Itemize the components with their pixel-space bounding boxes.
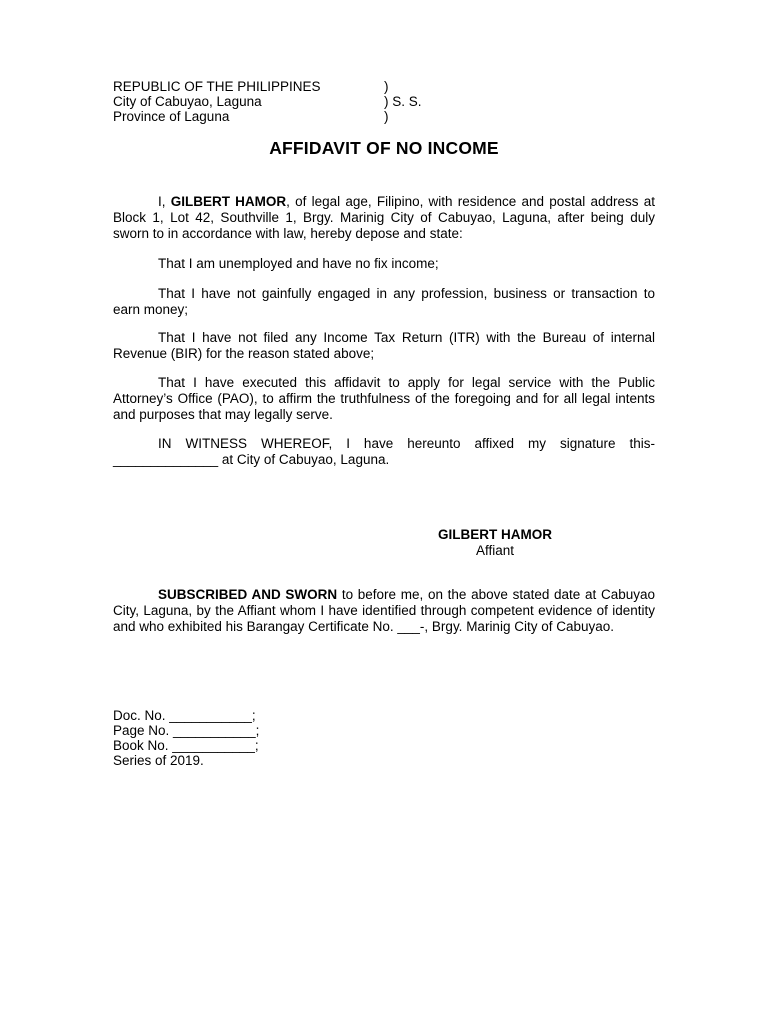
intro-prefix: I, [158,194,171,209]
venue-country: REPUBLIC OF THE PHILIPPINES [113,79,321,94]
signature-role: Affiant [475,543,515,558]
book-number: Book No. ___________; [113,738,259,753]
intro-paragraph [113,194,655,242]
venue-bracket: ) [384,79,389,94]
jurat-lead: SUBSCRIBED AND SWORN [158,587,338,602]
series-year: Series of 2019. [113,753,204,768]
statement-paragraph: That I am unemployed and have no fix income; [158,256,439,271]
affiant-name: GILBERT HAMOR [170,194,287,209]
venue-row [113,94,422,109]
witness-paragraph [113,436,655,468]
signature-name: GILBERT HAMOR [438,527,552,542]
venue-province: Province of Laguna [113,109,230,124]
document-title: AFFIDAVIT OF NO INCOME [269,138,499,158]
venue-caption [113,79,422,124]
statement-paragraph [113,330,655,362]
jurat-paragraph [113,587,655,635]
statement-paragraph [113,375,655,423]
venue-ss: ) S. S. [384,94,422,109]
notarial-register [113,708,259,768]
doc-number: Doc. No. ___________; [113,708,256,723]
intro-text: , of legal age, Filipino, with residence and postal address at Block 1, Lot 42, Southville 1, Brgy. Marinig City of Cabuyao, Laguna, after being duly sworn to in accordance with law, hereby depose and state: [113,194,655,241]
statement-text: That I have not gainfully engaged in any profession, business or transaction to earn money; [113,286,655,317]
venue-city: City of Cabuyao, Laguna [113,94,262,109]
venue-row [113,109,389,124]
venue-bracket: ) [384,109,389,124]
signature-block [390,527,600,559]
jurat-text: to before me, on the above stated date at Cabuyao City, Laguna, by the Affiant whom I have identified through competent evidence of identity and who exhibited his Barangay Certificate No. ___-, Brgy. Marinig City of Cabuyao. [113,587,655,634]
witness-text: IN WITNESS WHEREOF, I have hereunto affixed my signature this-______________ at City of Cabuyao, Laguna. [113,436,655,467]
statement-text: That I have executed this affidavit to apply for legal service with the Public Attorney’s Office (PAO), to affirm the truthfulness of the foregoing and for all legal intents and purposes that may legally serve. [113,375,655,422]
statement-paragraph [113,286,655,318]
statement-text: That I have not filed any Income Tax Return (ITR) with the Bureau of internal Revenue (BIR) for the reason stated above; [113,330,655,361]
venue-row [113,79,389,94]
page-number: Page No. ___________; [113,723,260,738]
